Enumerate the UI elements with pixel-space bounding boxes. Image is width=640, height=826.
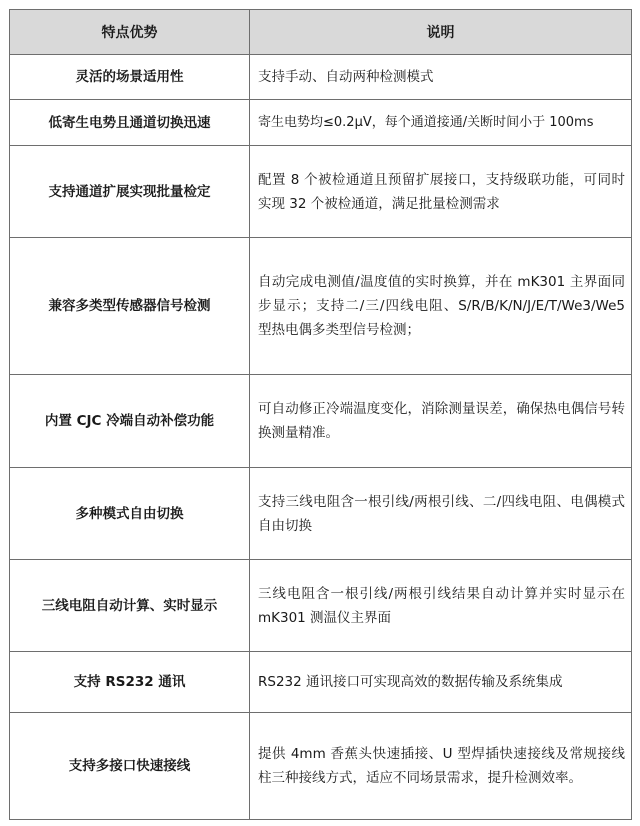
description-cell: 可自动修正冷端温度变化，消除测量误差，确保热电偶信号转换测量精准。 (250, 375, 632, 468)
table-row (10, 55, 632, 100)
table-row (10, 560, 632, 652)
table-row (10, 146, 632, 238)
description-cell: 自动完成电测值/温度值的实时换算，并在 mK301 主界面同步显示；支持二/三/四线电阻、S/R/B/K/N/J/E/T/We3/We5 型热电偶多类型信号检测； (250, 238, 632, 375)
table-row (10, 713, 632, 820)
table-header-row (10, 10, 632, 55)
header-feature: 特点优势 (10, 10, 250, 55)
feature-cell: 支持 RS232 通讯 (10, 652, 250, 713)
feature-table-container (9, 9, 631, 820)
description-cell: 寄生电势均≤0.2μV，每个通道接通/关断时间小于 100ms (250, 100, 632, 146)
feature-cell: 支持多接口快速接线 (10, 713, 250, 820)
table-row (10, 100, 632, 146)
table-row (10, 468, 632, 560)
feature-cell: 支持通道扩展实现批量检定 (10, 146, 250, 238)
feature-cell: 低寄生电势且通道切换迅速 (10, 100, 250, 146)
description-cell: 支持手动、自动两种检测模式 (250, 55, 632, 100)
description-cell: 支持三线电阻含一根引线/两根引线、二/四线电阻、电偶模式自由切换 (250, 468, 632, 560)
feature-cell: 三线电阻自动计算、实时显示 (10, 560, 250, 652)
feature-cell: 灵活的场景适用性 (10, 55, 250, 100)
table-row (10, 375, 632, 468)
header-description: 说明 (250, 10, 632, 55)
feature-cell: 多种模式自由切换 (10, 468, 250, 560)
description-cell: 配置 8 个被检通道且预留扩展接口，支持级联功能，可同时实现 32 个被检通道，满足批量检测需求 (250, 146, 632, 238)
description-cell: 三线电阻含一根引线/两根引线结果自动计算并实时显示在 mK301 测温仪主界面 (250, 560, 632, 652)
feature-table (9, 9, 632, 820)
feature-cell: 兼容多类型传感器信号检测 (10, 238, 250, 375)
table-row (10, 238, 632, 375)
table-row (10, 652, 632, 713)
feature-cell: 内置 CJC 冷端自动补偿功能 (10, 375, 250, 468)
description-cell: 提供 4mm 香蕉头快速插接、U 型焊插快速接线及常规接线柱三种接线方式，适应不同场景需求，提升检测效率。 (250, 713, 632, 820)
description-cell: RS232 通讯接口可实现高效的数据传输及系统集成 (250, 652, 632, 713)
